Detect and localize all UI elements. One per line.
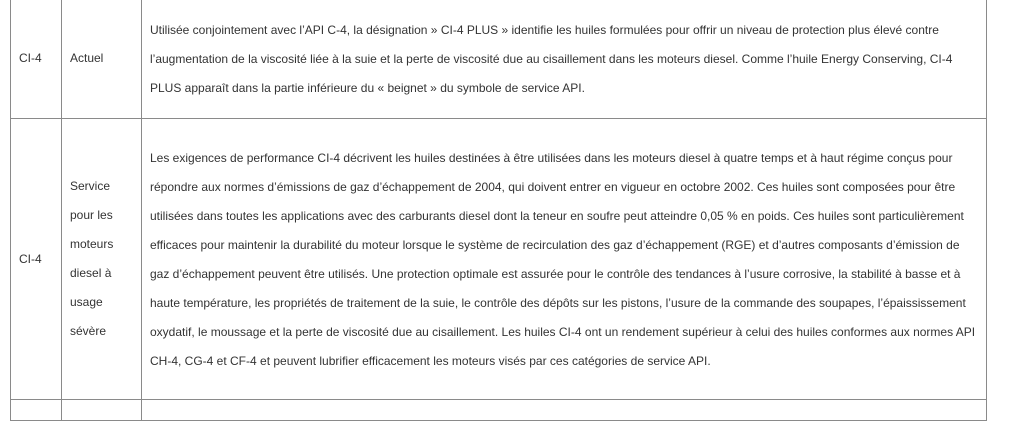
category-description-cell [142, 400, 987, 421]
category-status: Service pour les moteurs diesel à usage sévère [70, 179, 114, 338]
table-row [11, 119, 987, 400]
category-description: Les exigences de performance CI-4 décrivent les huiles destinées à être utilisées dans les moteurs diesel à quatre temps et à haut régime conçus pour répondre aux normes d’émissions de gaz d’échappement de 2004, qui doivent entrer en vigueur en octobre 2002. Ces huiles sont composées pour être utilisées dans toutes les applications avec des carburants diesel dont la teneur en soufre peut atteindre 0,05 % en poids. Ces huiles sont particulièrement efficaces pour maintenir la durabilité du moteur lorsque le système de recirculation des gaz d’échappement (RGE) et d’autres composants d’émission de gaz d’échappement peuvent être utilisés. Une protection optimale est assurée pour le contrôle des tendances à l’usure corrosive, la stabilité à basse et à haute température, les propriétés de traitement de la suie, le contrôle des dépôts sur les pistons, l’usure de la commande des soupapes, l’épaississement oxydatif, le moussage et la perte de viscosité due au cisaillement. Les huiles CI-4 ont un rendement supérieur à celui des huiles conformes aux normes API CH-4, CG-4 et CF-4 et peuvent lubrifier efficacement les moteurs visés par ces catégories de service API. [150, 151, 976, 368]
table-row [11, 400, 987, 421]
category-code-cell [11, 0, 62, 119]
category-description: Utilisée conjointement avec l’API C-4, la désignation » CI-4 PLUS » identifie les huiles formulées pour offrir un niveau de protection plus élevé contre l’augmentation de la viscosité liée à la suie et la perte de viscosité due au cisaillement dans les moteurs diesel. Comme l’huile Energy Conserving, CI-4 PLUS apparaît dans la partie inférieure du « beignet » du symbole de service API. [150, 23, 953, 95]
category-description-cell [142, 0, 987, 119]
api-service-categories-table [10, 0, 987, 421]
category-status: Actuel [70, 51, 104, 65]
category-code: CI-4 [19, 251, 42, 266]
category-code-cell [11, 119, 62, 400]
category-description-cell [142, 119, 987, 400]
category-code: CI-4 [19, 51, 42, 65]
api-service-categories-table-container [10, 0, 987, 421]
category-status-cell [62, 0, 142, 119]
category-code-cell [11, 400, 62, 421]
category-status-cell [62, 119, 142, 400]
table-row [11, 0, 987, 119]
category-status-cell [62, 400, 142, 421]
